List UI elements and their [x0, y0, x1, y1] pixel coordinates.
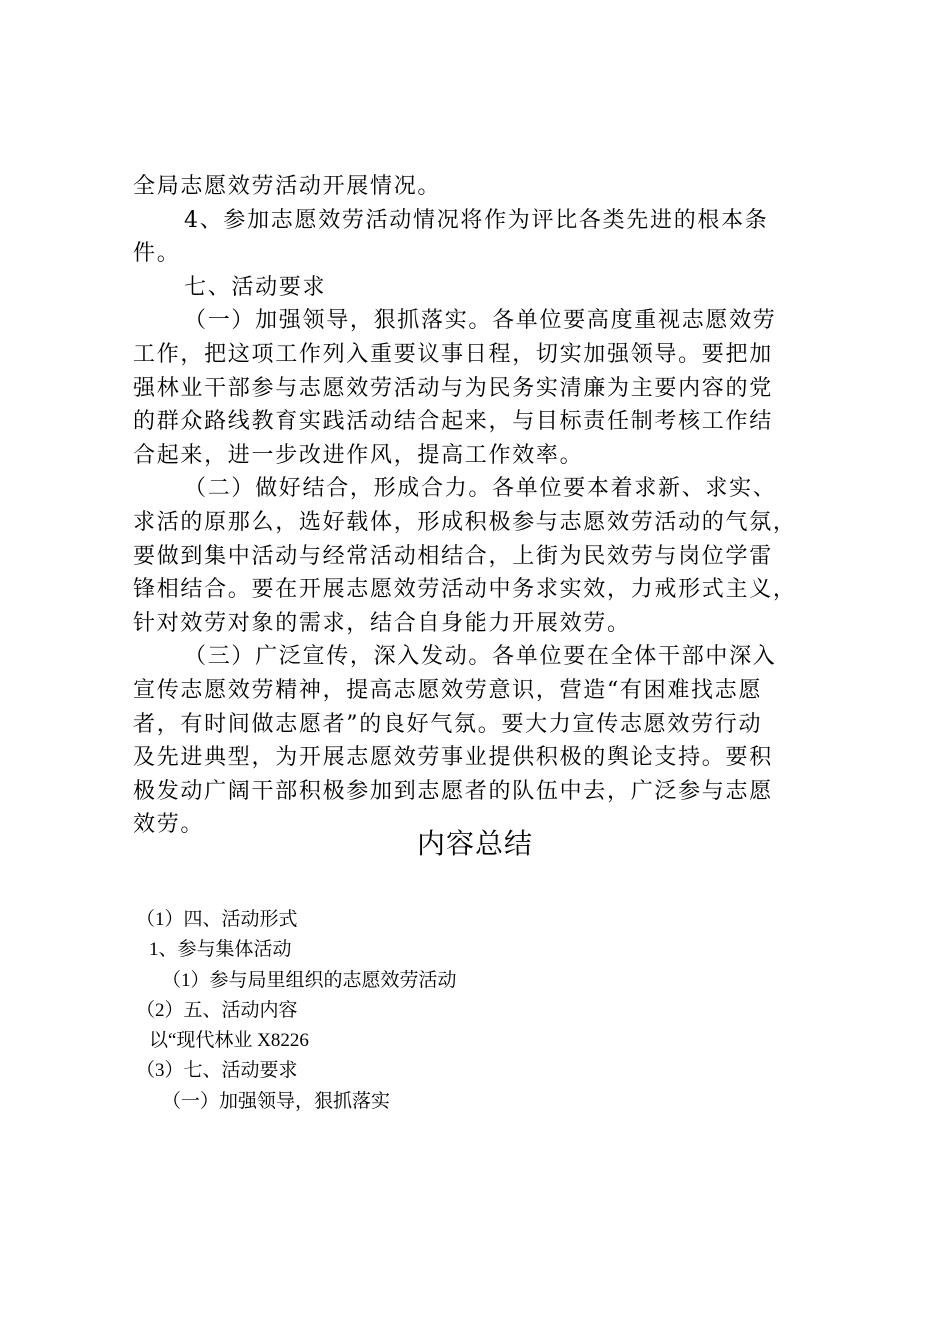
body-line: （一）加强领导，狠抓落实。各单位要高度重视志愿效劳 — [184, 308, 777, 334]
body-line: 极发动广阔干部积极参加到志愿者的队伍中去，广泛参与志愿 — [133, 778, 773, 804]
summary-item: （1）四、活动形式 — [136, 909, 298, 930]
body-line: 4、参加志愿效劳活动情况将作为评比各类先进的根本条 — [184, 207, 769, 233]
summary-title: 内容总结 — [416, 827, 533, 860]
body-line: 宣传志愿效劳精神，提高志愿效劳意识，营造“有困难找志愿 — [133, 677, 763, 703]
body-line: 锋相结合。要在开展志愿效劳活动中务求实效，力戒形式主义， — [133, 577, 797, 603]
body-line: 工作，把这项工作列入重要议事日程，切实加强领导。要把加 — [133, 341, 773, 367]
body-line: （二）做好结合，形成合力。各单位要本着求新、求实、 — [184, 476, 777, 502]
summary-item: 1、参与集体活动 — [149, 939, 292, 961]
body-line: 合起来，进一步改进作风，提高工作效率。 — [133, 442, 584, 468]
body-line: 针对效劳对象的需求，结合自身能力开展效劳。 — [133, 610, 631, 636]
body-line: 者，有时间做志愿者”的良好气氛。要大力宣传志愿效劳行动 — [133, 711, 763, 737]
summary-item: （1）参与局里组织的志愿效劳活动 — [162, 969, 457, 991]
summary-item: （2）五、活动内容 — [136, 999, 298, 1021]
summary-item: （3）七、活动要求 — [136, 1060, 298, 1082]
body-line: 强林业干部参与志愿效劳活动与为民务实清廉为主要内容的党 — [133, 375, 773, 401]
summary-item: （一）加强领导，狠抓落实 — [162, 1090, 391, 1112]
body-line: 全局志愿效劳活动开展情况。 — [133, 174, 442, 199]
body-line: （三）广泛宣传，深入发动。各单位要在全体干部中深入 — [184, 644, 777, 670]
body-line: 的群众路线教育实践活动结合起来，与目标责任制考核工作结 — [133, 409, 773, 435]
body-line: 七、活动要求 — [184, 274, 327, 300]
body-line: 求活的原那么，选好载体，形成积极参与志愿效劳活动的气氛， — [133, 509, 797, 535]
body-text — [133, 170, 833, 842]
body-line: 件。 — [133, 241, 181, 267]
body-line: 及先进典型，为开展志愿效劳事业提供积极的舆论支持。要积 — [133, 745, 773, 771]
summary-list — [136, 905, 457, 1117]
summary-item: 以“现代林业 X8226 — [149, 1030, 309, 1052]
body-line: 要做到集中活动与经常活动相结合，上街为民效劳与岗位学雷 — [133, 543, 773, 569]
body-line: 效劳。 — [133, 812, 205, 838]
